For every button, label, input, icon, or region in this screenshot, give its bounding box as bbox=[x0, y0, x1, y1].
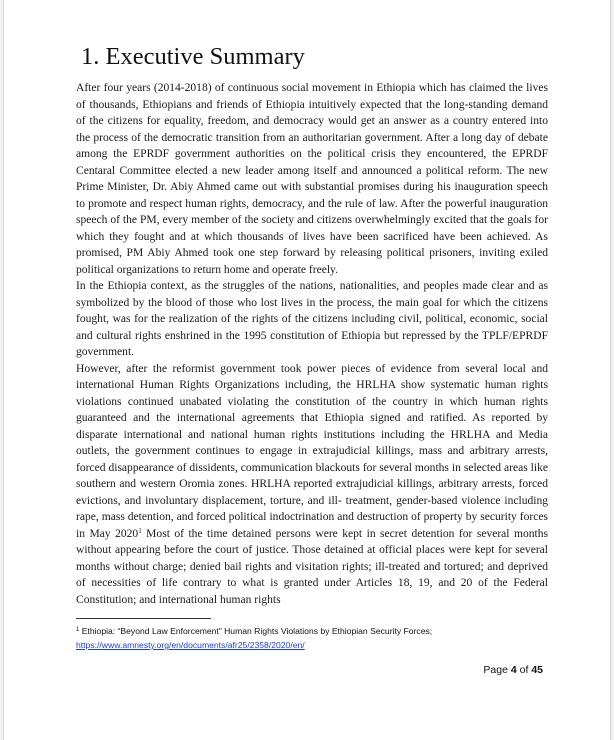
paragraph-2: In the Ethiopia context, as the struggles of the nations, nationalities, and peoples made clear and as symbolized by the blood of those who lost lives in the process, the main goal for which the citizens fought, was for the realization of the rights of the citizens including civil, political, economic, social and cultural rights enshrined in the 1995 constitution of Ethiopia but repressed by the TPLF/EPRDF government. bbox=[76, 280, 548, 358]
footnote-text-line bbox=[76, 624, 556, 638]
footnote-text: Ethiopia: “Beyond Law Enforcement” Human Rights Violations by Ethiopian Security Forces; bbox=[79, 626, 433, 636]
footnote-marker: 1 bbox=[76, 627, 80, 633]
footnote-separator bbox=[76, 618, 211, 619]
paragraph-3 bbox=[76, 361, 548, 609]
page-number-separator: of bbox=[516, 664, 532, 676]
document-page bbox=[3, 0, 611, 740]
paragraph-3-text-before-note: However, after the reformist government took power pieces of evidence from several local and international Human Rights Organizations including, the HRLHA show systematic human rights violations continued unabated violating the constitution of the country in which human rights guaranteed and the international agreements that Ethiopia signed and ratified. As reported by disparate international and national human rights institutions including the HRLHA and Media outlets, the government continues to engage in extrajudicial killings, mass and arbitrary arrests, forced disappearance of dissidents, communication blackouts for several months in selected areas like southern and western Oromia zones. HRLHA reported extrajudicial killings, arbitrary arrests, forced evictions, and involuntary displacement, torture, and ill- treatment, gender-based violence including rape, mass detention, and forced political indoctrination and destruction of property by security forces in May 2020 bbox=[76, 362, 548, 540]
footnote-reference-marker[interactable]: 1 bbox=[138, 526, 142, 535]
footnote bbox=[76, 624, 556, 652]
body-text bbox=[76, 80, 548, 608]
page-number-total: 45 bbox=[531, 664, 543, 676]
page-number-prefix: Page bbox=[483, 664, 511, 676]
paragraph-3-text-after-note: Most of the time detained persons were kept in secret detention for several months without appearing before the court of justice. Those detained at official places were kept for several months without charge; denied bail rights and visitation rights; ill-treated and tortured; and deprived of necessities of life contrary to what is granted under Articles 18, 19, and 20 of the Federal Constitution; and international human rights bbox=[76, 527, 548, 606]
page-number-current: 4 bbox=[510, 664, 517, 676]
page-number bbox=[483, 663, 543, 677]
section-heading: 1. Executive Summary bbox=[81, 43, 305, 70]
paragraph-1: After four years (2014-2018) of continuous social movement in Ethiopia which has claimed the lives of thousands, Ethiopians and friends of Ethiopia intuitively expected that the long-standing demand of the citizens for equality, freedom, and democracy would get an answer as a country entered into the process of the democratic transition from an authoritarian government. After a long day of debate among the EPRDF government authorities on the political crisis they encountered, the EPRDF Centaral Committee elected a new leader among itself and announced a political reform. The new Prime Minister, Dr. Abiy Ahmed came out with substantial promises during his inauguration speech to promote and respect human rights, democracy, and the rule of law. After the powerful inauguration speech of the PM, every member of the society and citizens overwhelmingly excited that the goals for which they fought and at which thousands of lives have been sacrificed have been achieved. As promised, PM Abiy Ahmed took one step forward by releasing political prisoners, inviting exiled political organizations to return home and operate freely. bbox=[76, 82, 548, 276]
footnote-link[interactable]: https://www.amnesty.org/en/documents/afr25/2358/2020/en/ bbox=[76, 640, 305, 650]
